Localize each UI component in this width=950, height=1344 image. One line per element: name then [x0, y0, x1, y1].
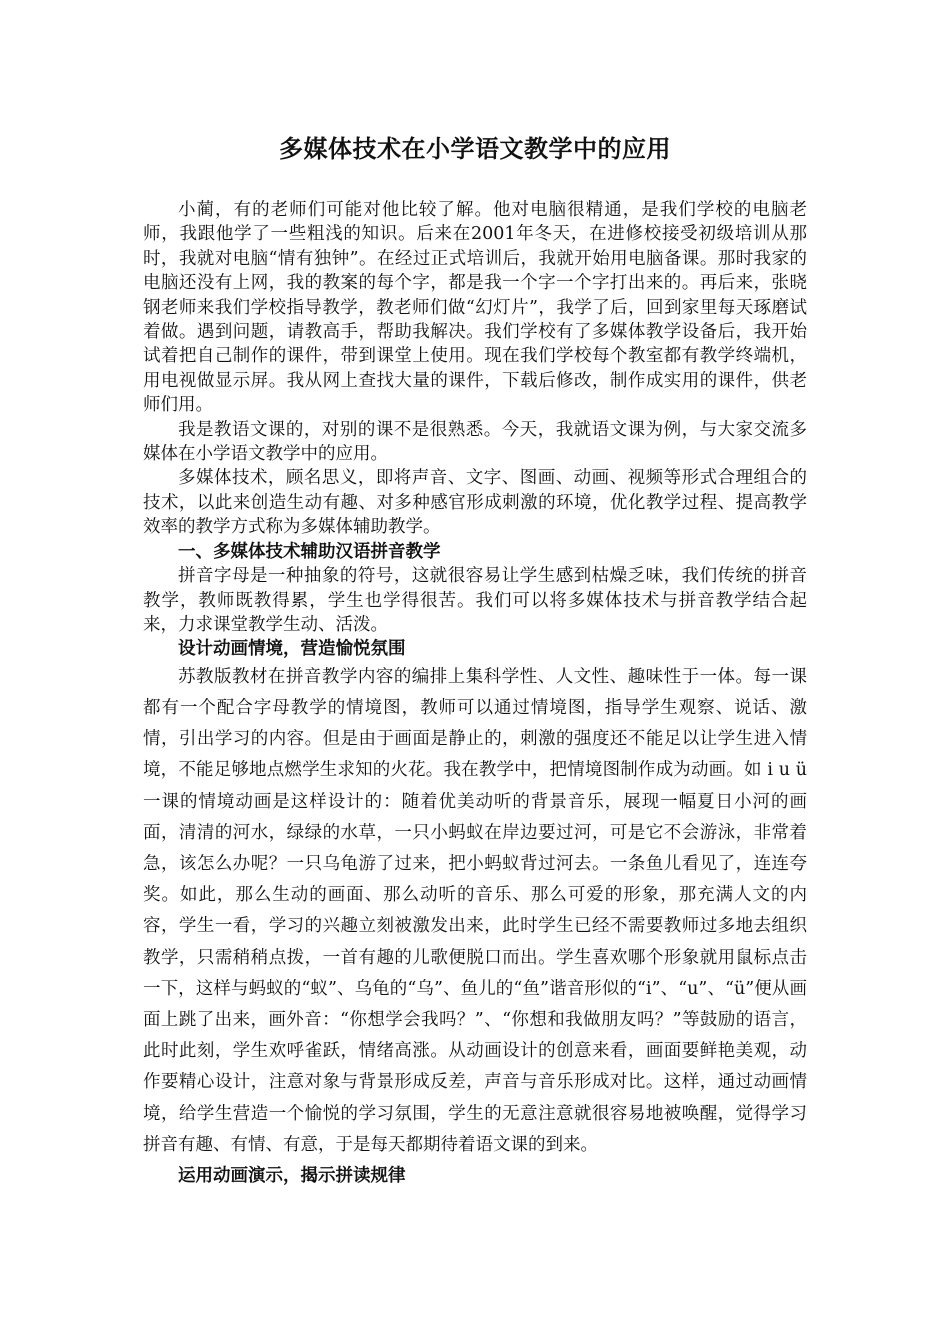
paragraph-intro-2: 我是教语文课的，对别的课不是很熟悉。今天，我就语文课为例，与大家交流多媒体在小学语文教学中的应用。 [143, 419, 807, 465]
section-heading-1: 一、多媒体技术辅助汉语拼音教学 [178, 541, 441, 562]
subsection-heading-1: 设计动画情境，营造愉悦氛围 [178, 639, 406, 660]
subsection-heading-2: 运用动画演示，揭示拼读规律 [178, 1165, 406, 1186]
paragraph-section-1: 拼音字母是一种抽象的符号，这就很容易让学生感到枯燥乏味，我们传统的拼音教学，教师既教得累，学生也学得很苦。我们可以将多媒体技术与拼音教学结合起来，力求课堂教学生动、活泼。 [143, 566, 807, 635]
paragraph-intro-1: 小蔺，有的老师们可能对他比较了解。他对电脑很精通，是我们学校的电脑老师，我跟他学了一些粗浅的知识。后来在2001年冬天，在进修校接受初级培训从那时，我就对电脑“情有独钟”。在经过正式培训后，我就开始用电脑备课。那时我家的电脑还没有上网，我的教案的每个字，都是我一个字一个字打出来的。再后来，张晓钢老师来我们学校指导教学，教老师们做“幻灯片”，我学了后，回到家里每天琢磨试着做。遇到问题，请教高手，帮助我解决。我们学校有了多媒体教学设备后，我开始试着把自己制作的课件，带到课堂上使用。现在我们学校每个教室都有教学终端机，用电视做显示屏。我从网上查找大量的课件，下载后修改，制作成实用的课件，供老师们用。 [143, 200, 807, 416]
paragraph-intro-3: 多媒体技术，顾名思义，即将声音、文字、图画、动画、视频等形式合理组合的技术，以此来创造生动有趣、对多种感官形成刺激的环境，优化教学过程、提高教学效率的教学方式称为多媒体辅助教学。 [143, 468, 807, 538]
paragraph-subsection-1: 苏教版教材在拼音教学内容的编排上集科学性、人文性、趣味性于一体。每一课都有一个配合字母教学的情境图，教师可以通过情境图，指导学生观察、说话、激情，引出学习的内容。但是由于画面是静止的，刺激的强度还不能足以让学生进入情境，不能足够地点燃学生求知的火花。我在教学中，把情境图制作成为动画。如 i u ü 一课的情境动画是这样设计的：随着优美动听的背景音乐，展现一幅夏日小河的画面，清清的河水，绿绿的水草，一只小蚂蚁在岸边要过河，可是它不会游泳，非常着急，该怎么办呢？一只乌龟游了过来，把小蚂蚁背过河去。一条鱼儿看见了，连连夸奖。如此，那么生动的画面、那么动听的音乐、那么可爱的形象，那充满人文的内容，学生一看，学习的兴趣立刻被激发出来，此时学生已经不需要教师过多地去组织教学，只需稍稍点拨，一首有趣的儿歌便脱口而出。学生喜欢哪个形象就用鼠标点击一下，这样与蚂蚁的“蚁”、乌龟的“乌”、鱼儿的“鱼”谐音形似的“i”、“u”、“ü”便从画面上跳了出来，画外音：“你想学会我吗？”、“你想和我做朋友吗？”等鼓励的语言，此时此刻，学生欢呼雀跃，情绪高涨。从动画设计的创意来看，画面要鲜艳美观，动作要精心设计，注意对象与背景形成反差，声音与音乐形成对比。这样，通过动画情境，给学生营造一个愉悦的学习氛围，学生的无意注意就很容易地被唤醒，觉得学习拼音有趣、有情、有意，于是每天都期待着语文课的到来。 [143, 666, 807, 1155]
document-body [143, 198, 807, 1192]
document-title: 多媒体技术在小学语文教学中的应用 [279, 134, 671, 163]
